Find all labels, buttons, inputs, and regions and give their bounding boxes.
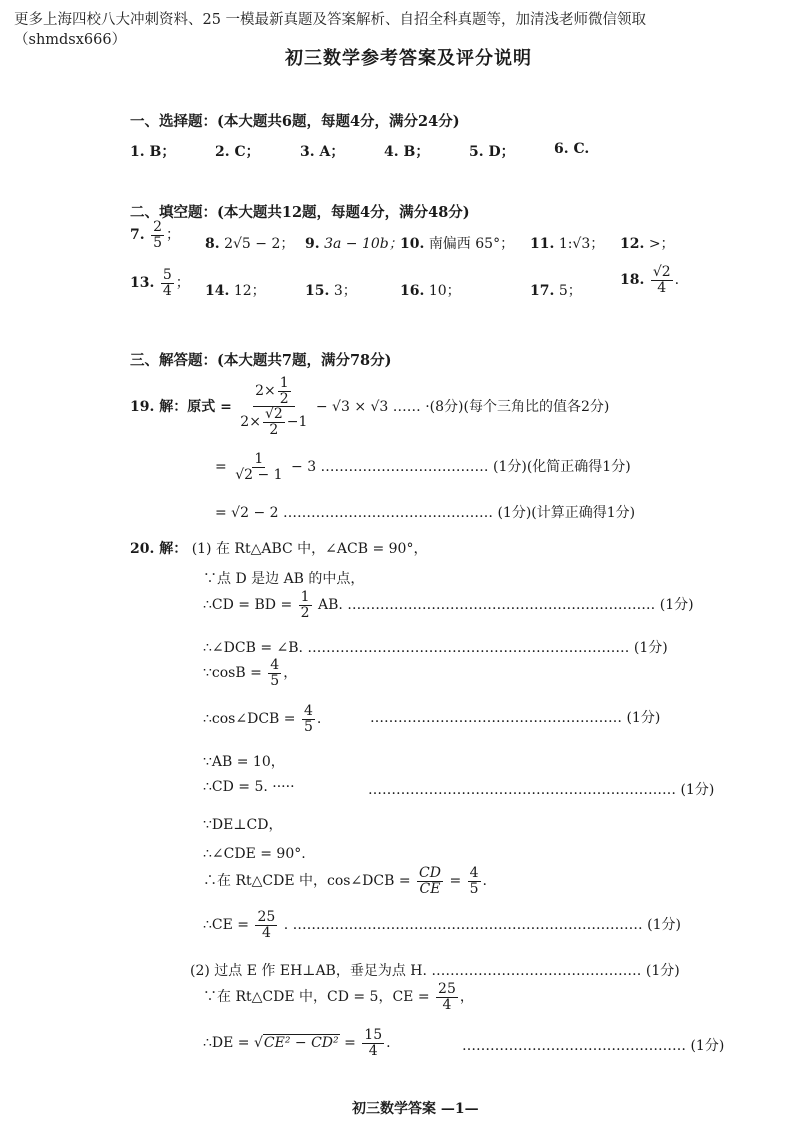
q19-line3: = √2 − 2 ……………………………………… (1分)(计算正确得1分) xyxy=(215,505,636,521)
q20-line10: ∴∠CDE = 90°. xyxy=(203,846,306,862)
compound-fraction: 2× $\frac{1}{2}$ 2× $\frac{√2}{2}$ −1 xyxy=(240,375,308,439)
fill-answer-12: 12. >； xyxy=(620,236,675,252)
promo-banner-line2: （shmdsx666） xyxy=(14,32,127,48)
fill-answer-15: 15. 3； xyxy=(305,283,357,299)
q20-line1: 20. 解： (1) 在 Rt△ABC 中，∠ACB = 90°， xyxy=(130,541,428,557)
promo-banner-line1: 更多上海四校八大冲刺资料、25 一模最新真题及答案解析、自招全科真题等，加清浅老师微信领取 xyxy=(14,12,647,28)
q20-line13: (2) 过点 E 作 EH⊥AB，垂足为点 H. ……………………………………… (1分) xyxy=(190,963,680,979)
q20-line2: ∵点 D 是边 AB 的中点， xyxy=(203,571,365,587)
q20-line15-score: ………………………………………… (1分) xyxy=(462,1038,725,1054)
section1-heading: 一、选择题：(本大题共6题，每题4分，满分24分) xyxy=(130,113,460,130)
fill-answer-8: 8. 2√5 − 2； xyxy=(205,236,295,252)
page-footer: 初三数学答案 —1— xyxy=(352,1101,479,1117)
q20-line6-score: ……………………………………………… (1分) xyxy=(370,710,661,726)
page-title: 初三数学参考答案及评分说明 xyxy=(285,48,532,69)
fill-answer-14: 14. 12； xyxy=(205,283,266,299)
q20-line3: ∴CD = BD = $\frac{1}{2}$ AB. ………………………………………………………… (1分) xyxy=(203,589,694,621)
q19-line2: = $\frac{1}{√2 - 1}$ − 3 ……………………………… (1分)(化简正确得1分) xyxy=(215,451,631,483)
q20-line15: ∴DE = √CE² − CD² = $\frac{15}{4}$ . xyxy=(203,1027,391,1059)
section3-heading: 三、解答题：(本大题共7题，满分78分) xyxy=(130,352,392,369)
fill-answer-9: 9. 3a − 10b； xyxy=(305,236,403,252)
choice-answer-1: 1. B； xyxy=(130,144,176,160)
q19-line1: 19. 解：原式 = 2× $\frac{1}{2}$ 2× $\frac{√2}{2}$ −1 − √3 × √3 …… ·(8分)(每个三角比的值各2分) xyxy=(130,375,610,439)
q20-line14: ∵在 Rt△CDE 中，CD = 5，CE = $\frac{25}{4}$ ， xyxy=(203,981,474,1013)
q20-line12: ∴CE = $\frac{25}{4}$ . ………………………………………………………………… (1分) xyxy=(203,909,681,941)
fraction: $\frac{5}{4}$ xyxy=(162,267,172,299)
fill-answer-17: 17. 5； xyxy=(530,283,582,299)
q20-line11: ∴在 Rt△CDE 中，cos∠DCB = $\frac{CD}{CE}$ = $\frac{4}{5}$ . xyxy=(203,865,487,897)
choice-answer-5: 5. D； xyxy=(469,144,515,160)
choice-answer-6: 6. C. xyxy=(554,141,590,157)
q20-line9: ∵DE⊥CD， xyxy=(203,817,283,833)
q20-line5: ∵cosB = $\frac{4}{5}$ ， xyxy=(203,657,298,689)
choice-answer-3: 3. A； xyxy=(300,144,345,160)
fill-answer-7: 7. $\frac{2}{5}$ ； xyxy=(130,219,180,251)
choice-answer-2: 2. C； xyxy=(215,144,260,160)
fill-answer-16: 16. 10； xyxy=(400,283,461,299)
q20-line7: ∵AB = 10， xyxy=(203,754,285,770)
section2-heading: 二、填空题：(本大题共12题，每题4分，满分48分) xyxy=(130,204,470,221)
q20-line4: ∴∠DCB = ∠B. …………………………………………………………… (1分) xyxy=(203,640,668,656)
fill-answer-10: 10. 南偏西 65°； xyxy=(400,236,515,252)
q20-line8-score: ………………………………………………………… (1分) xyxy=(368,782,715,798)
q20-line8: ∴CD = 5. ····· xyxy=(203,779,295,795)
q20-line6: ∴cos∠DCB = $\frac{4}{5}$ . xyxy=(203,703,322,735)
fill-answer-11: 11. 1:√3； xyxy=(530,236,605,252)
fraction: $\frac{2}{5}$ xyxy=(153,219,162,251)
fill-answer-13: 13. $\frac{5}{4}$ ； xyxy=(130,267,190,299)
fill-answer-18: 18. $\frac{√2}{4}$ . xyxy=(620,264,680,296)
choice-answer-4: 4. B； xyxy=(384,144,430,160)
fraction: $\frac{√2}{4}$ xyxy=(652,264,671,296)
